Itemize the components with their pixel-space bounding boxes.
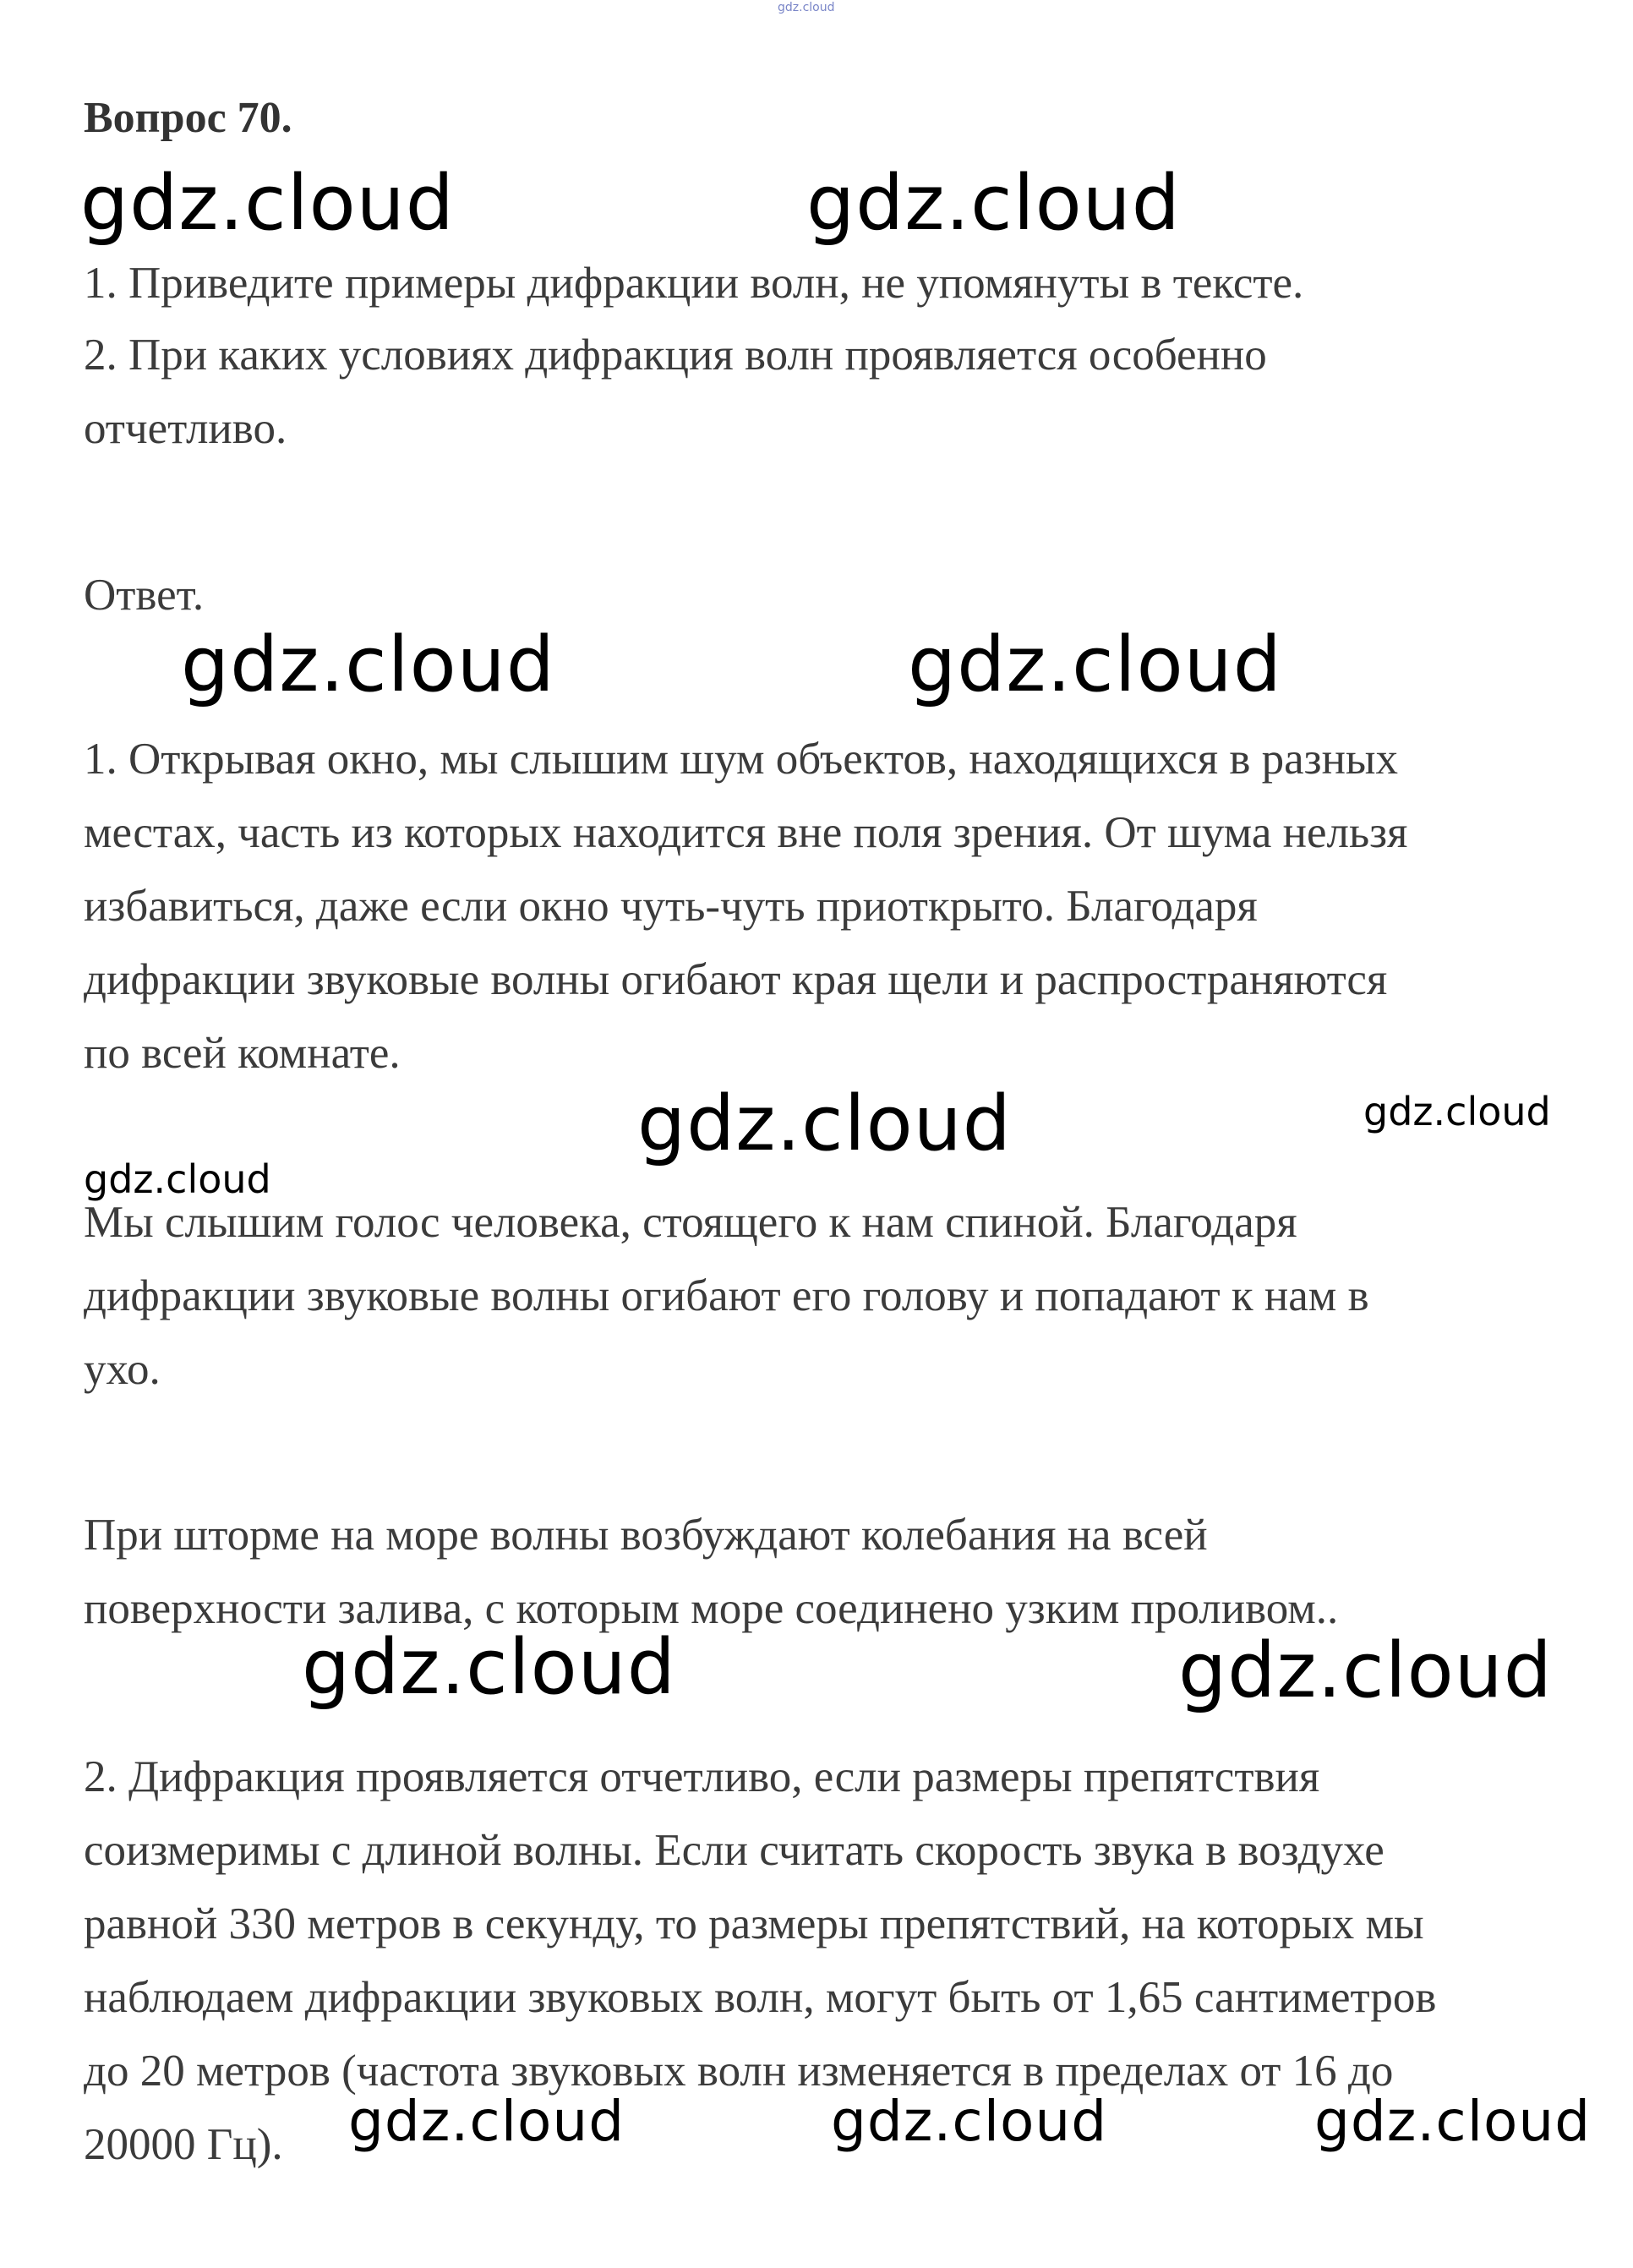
- answer1-p3-line: поверхности залива, с которым море соединено узким проливом..: [84, 1584, 1339, 1633]
- answer2-line: 20000 Гц).: [84, 2120, 283, 2169]
- answer1-p1-line: дифракции звуковые волны огибают края щели и распространяются: [84, 955, 1388, 1004]
- answer1-p2-line: ухо.: [84, 1345, 161, 1394]
- answer2-line: до 20 метров (частота звуковых волн изменяется в пределах от 16 до: [84, 2047, 1394, 2096]
- answer1-p2-line: дифракции звуковые волны огибают его голову и попадают к нам в: [84, 1271, 1369, 1320]
- answer1-p2-line: Мы слышим голос человека, стоящего к нам спиной. Благодаря: [84, 1198, 1297, 1247]
- answer1-p1-line: 1. Открывая окно, мы слышим шум объектов, находящихся в разных: [84, 735, 1399, 784]
- answer1-p1-line: избавиться, даже если окно чуть-чуть приоткрыто. Благодаря: [84, 882, 1258, 931]
- watermark: gdz.cloud: [637, 1079, 1012, 1168]
- answer1-p1-line: по всей комнате.: [84, 1029, 401, 1078]
- top-watermark: gdz.cloud: [778, 1, 835, 14]
- watermark: gdz.cloud: [1178, 1626, 1553, 1715]
- question-title: Вопрос 70.: [84, 94, 292, 142]
- answer2-line: 2. Дифракция проявляется отчетливо, если размеры препятствия: [84, 1752, 1320, 1801]
- watermark: gdz.cloud: [302, 1623, 676, 1712]
- question-2: 2. При каких условиях дифракция волн проявляется особенно: [84, 331, 1267, 380]
- watermark: gdz.cloud: [806, 159, 1181, 248]
- watermark: gdz.cloud: [181, 620, 555, 709]
- watermark: gdz.cloud: [1314, 2089, 1592, 2154]
- watermark: gdz.cloud: [1363, 1089, 1551, 1134]
- watermark: gdz.cloud: [831, 2089, 1108, 2154]
- watermark: gdz.cloud: [908, 620, 1282, 709]
- watermark: gdz.cloud: [80, 159, 455, 248]
- watermark: gdz.cloud: [84, 1156, 271, 1202]
- answer2-line: наблюдаем дифракции звуковых волн, могут быть от 1,65 сантиметров: [84, 1973, 1437, 2022]
- watermark: gdz.cloud: [348, 2089, 625, 2154]
- answer1-p1-line: местах, часть из которых находится вне поля зрения. От шума нельзя: [84, 808, 1408, 857]
- answer1-p3-line: При шторме на море волны возбуждают колебания на всей: [84, 1511, 1208, 1560]
- answer-label: Ответ.: [84, 571, 205, 620]
- answer2-line: равной 330 метров в секунду, то размеры препятствий, на которых мы: [84, 1899, 1424, 1948]
- question-1: 1. Приведите примеры дифракции волн, не упомянуты в тексте.: [84, 259, 1304, 308]
- question-2-cont: отчетливо.: [84, 404, 287, 453]
- answer2-line: соизмеримы с длиной волны. Если считать скорость звука в воздухе: [84, 1826, 1384, 1875]
